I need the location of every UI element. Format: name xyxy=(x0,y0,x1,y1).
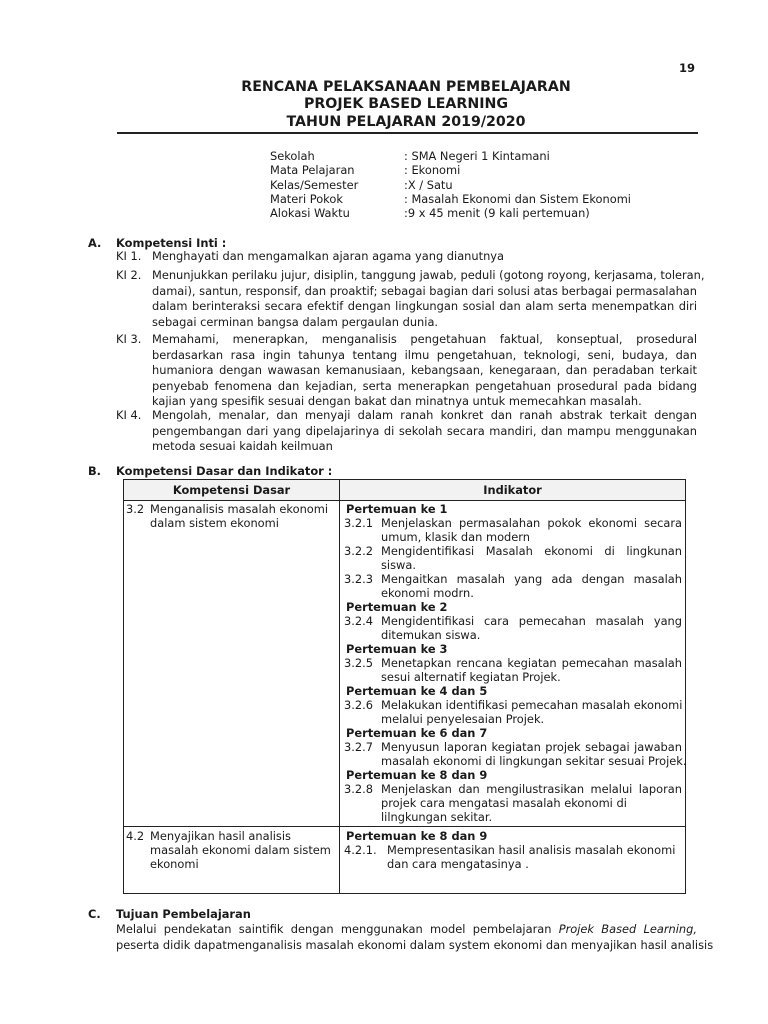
indicator-code: 3.2.4 xyxy=(344,614,373,628)
indicator-line: lilngkungan sekitar. xyxy=(381,810,493,825)
indicator-text xyxy=(381,698,682,726)
indicator-text xyxy=(381,782,682,825)
meeting-title: Pertemuan ke 8 dan 9 xyxy=(346,829,488,843)
ki-line: berdasarkan rasa ingin tahunya tentang ilmu pengetahuan, teknologi, seni, budaya, dan xyxy=(152,347,697,362)
ki-line: Memahami, menerapkan, menganalisis pengetahuan faktual, konseptual, prosedural xyxy=(152,332,697,346)
indicator-line: ekonomi modrn. xyxy=(381,586,474,601)
info-row xyxy=(270,192,631,206)
indicator-line: Mengaitkan masalah yang ada dengan masalah xyxy=(381,572,682,586)
ki-line: Menghayati dan mengamalkan ajaran agama yang dianutnya xyxy=(152,249,505,263)
section-c-label: C. xyxy=(88,907,101,921)
indicator-line: siswa. xyxy=(381,558,416,573)
kd-line: Menganalisis masalah ekonomi xyxy=(150,502,329,516)
ki-line: dalam berinteraksi secara efektif dengan lingkungan sosial dan alam serta menempatkan diri xyxy=(152,299,697,313)
meeting-title: Pertemuan ke 4 dan 5 xyxy=(346,684,488,698)
indicator-line: Mengidentifikasi cara pemecahan masalah yang xyxy=(381,614,682,628)
indicator-line: masalah ekonomi di lingkungan sekitar sesuai Projek. xyxy=(381,754,687,769)
indicator-code: 3.2.5 xyxy=(344,656,373,670)
indicator-line: projek cara mengatasi masalah ekonomi di xyxy=(381,796,627,811)
indicator-line: Menyusun laporan kegiatan projek sebagai jawaban xyxy=(381,740,682,754)
info-label: Alokasi Waktu xyxy=(270,206,350,221)
indicator-text xyxy=(381,656,682,684)
info-value: : Ekonomi xyxy=(404,163,461,178)
indicator-code: 4.2.1. xyxy=(344,843,377,857)
section-a-title: Kompetensi Inti : xyxy=(116,236,227,250)
ki-text xyxy=(152,268,705,330)
info-label: Materi Pokok xyxy=(270,191,343,206)
indicator-line: Menjelaskan permasalahan pokok ekonomi secara xyxy=(381,516,682,530)
meeting-title: Pertemuan ke 3 xyxy=(346,642,448,656)
ki-code: KI 3. xyxy=(116,332,142,346)
section-b-label: B. xyxy=(88,464,102,478)
indicator-code: 3.2.7 xyxy=(344,740,373,754)
ki-line: metoda sesuai kaidah keilmuan xyxy=(152,439,333,453)
info-row xyxy=(270,149,631,163)
meeting-title: Pertemuan ke 2 xyxy=(346,600,448,614)
tujuan-line-1 xyxy=(116,922,697,938)
ki-code: KI 4. xyxy=(116,408,142,422)
indicator-line: Menjelaskan dan mengilustrasikan melalui laporan xyxy=(381,782,682,796)
ki-code: KI 1. xyxy=(116,249,142,263)
indicator-code: 3.2.8 xyxy=(344,782,373,796)
indicator-line: ditemukan siswa. xyxy=(381,628,481,643)
kd-text xyxy=(150,829,334,871)
indicator-line: Melakukan identifikasi pemecahan masalah ekonomi xyxy=(381,698,683,712)
info-row xyxy=(270,206,631,220)
indicator-text xyxy=(381,572,682,600)
model-name: Projek Based Learning, xyxy=(558,922,697,936)
ki-text xyxy=(152,249,697,265)
ki-code: KI 2. xyxy=(116,268,142,282)
tujuan-line-2: peserta didik dapatmenganalisis masalah ekonomi dalam system ekonomi dan menyajikan hasil analisis xyxy=(116,937,714,952)
table-row-divider xyxy=(124,826,685,827)
info-label: Sekolah xyxy=(270,149,315,163)
indicator-text xyxy=(381,544,682,572)
meeting-title: Pertemuan ke 1 xyxy=(346,502,448,516)
info-row xyxy=(270,163,631,177)
info-label: Mata Pelajaran xyxy=(270,163,355,178)
indicator-line: Mengidentifikasi Masalah ekonomi di lingkunan xyxy=(381,544,682,558)
kd-number: 3.2 xyxy=(126,502,145,516)
ki-line: Menunjukkan perilaku jujur, disiplin, tanggung jawab, peduli (gotong royong, kerjasama, toleran, xyxy=(152,268,705,282)
ki-text xyxy=(152,408,697,455)
title-line-1: RENCANA PELAKSANAAN PEMBELAJARAN xyxy=(241,79,571,95)
info-value: :9 x 45 menit (9 kali pertemuan) xyxy=(404,206,590,221)
kd-text xyxy=(150,502,334,530)
info-value: :X / Satu xyxy=(404,177,453,192)
identity-block xyxy=(270,149,631,220)
indicator-code: 3.2.1 xyxy=(344,516,373,530)
indicator-code: 3.2.2 xyxy=(344,544,373,558)
ki-line: humaniora dengan wawasan kemanusiaan, kebangsaan, kenegaraan, dan peradaban terkait xyxy=(152,363,697,377)
competency-table xyxy=(123,479,686,894)
ki-line: pengembangan dari yang dipelajarinya di sekolah secara mandiri, dan mampu menggunakan xyxy=(152,423,697,438)
ki-line: penyebab fenomena dan kejadian, serta menerapkan pengetahuan prosedural pada bidang xyxy=(152,378,697,393)
indicator-text xyxy=(381,740,687,769)
indicator-code: 3.2.3 xyxy=(344,572,373,586)
kd-line: Menyajikan hasil analisis xyxy=(150,829,291,843)
header-kompetensi-dasar: Kompetensi Dasar xyxy=(172,483,291,497)
indicator-text xyxy=(387,843,683,871)
page-number: 19 xyxy=(679,61,696,75)
section-b-title: Kompetensi Dasar dan Indikator : xyxy=(116,464,333,478)
info-row xyxy=(270,178,631,192)
section-a-label: A. xyxy=(88,236,102,250)
section-c-title: Tujuan Pembelajaran xyxy=(116,907,251,921)
title-line-2: PROJEK BASED LEARNING xyxy=(303,96,508,112)
ki-line: Mengolah, menalar, dan menyaji dalam ranah konkret dan ranah abstrak terkait dengan xyxy=(152,408,697,422)
kd-number: 4.2 xyxy=(126,829,145,843)
indicator-line: Menetapkan rencana kegiatan pemecahan masalah xyxy=(381,656,682,670)
info-label: Kelas/Semester xyxy=(270,177,359,192)
indicator-text xyxy=(381,614,682,642)
table-column-divider xyxy=(339,480,340,893)
section-c-body xyxy=(116,922,714,953)
indicator-line: melalui penyelesaian Projek. xyxy=(381,712,545,727)
kd-line: ekonomi xyxy=(150,857,199,871)
kd-line: masalah ekonomi dalam sistem xyxy=(150,843,331,857)
indicator-line: umum, klasik dan modern xyxy=(381,530,530,545)
kd-line: dalam sistem ekonomi xyxy=(150,516,279,530)
title-divider xyxy=(117,132,698,134)
meeting-title: Pertemuan ke 6 dan 7 xyxy=(346,726,488,740)
ki-line: sebagai cerminan bangsa dalam pergaulan dunia. xyxy=(152,314,439,329)
meeting-title: Pertemuan ke 8 dan 9 xyxy=(346,768,488,782)
indicator-code: 3.2.6 xyxy=(344,698,373,712)
indicator-line: Mempresentasikan hasil analisis masalah ekonomi xyxy=(387,843,676,857)
ki-line: kajian yang spesifik sesuai dengan bakat dan minatnya untuk memecahkan masalah. xyxy=(152,394,642,408)
indicator-text xyxy=(381,516,682,544)
tujuan-text: Melalui pendekatan saintifik dengan menggunakan model pembelajaran xyxy=(116,922,559,936)
ki-text xyxy=(152,332,697,410)
indicator-line: dan cara mengatasinya . xyxy=(387,857,529,872)
title-line-3: TAHUN PELAJARAN 2019/2020 xyxy=(286,114,526,130)
ki-line: damai), santun, responsif, dan proaktif; sebagai bagian dari solusi atas berbagai permasalahan xyxy=(152,283,697,298)
info-value: : SMA Negeri 1 Kintamani xyxy=(404,149,550,163)
indicator-line: sesui alternatif kegiatan Projek. xyxy=(381,670,561,685)
header-indikator: Indikator xyxy=(483,483,542,497)
info-value: : Masalah Ekonomi dan Sistem Ekonomi xyxy=(404,191,631,206)
